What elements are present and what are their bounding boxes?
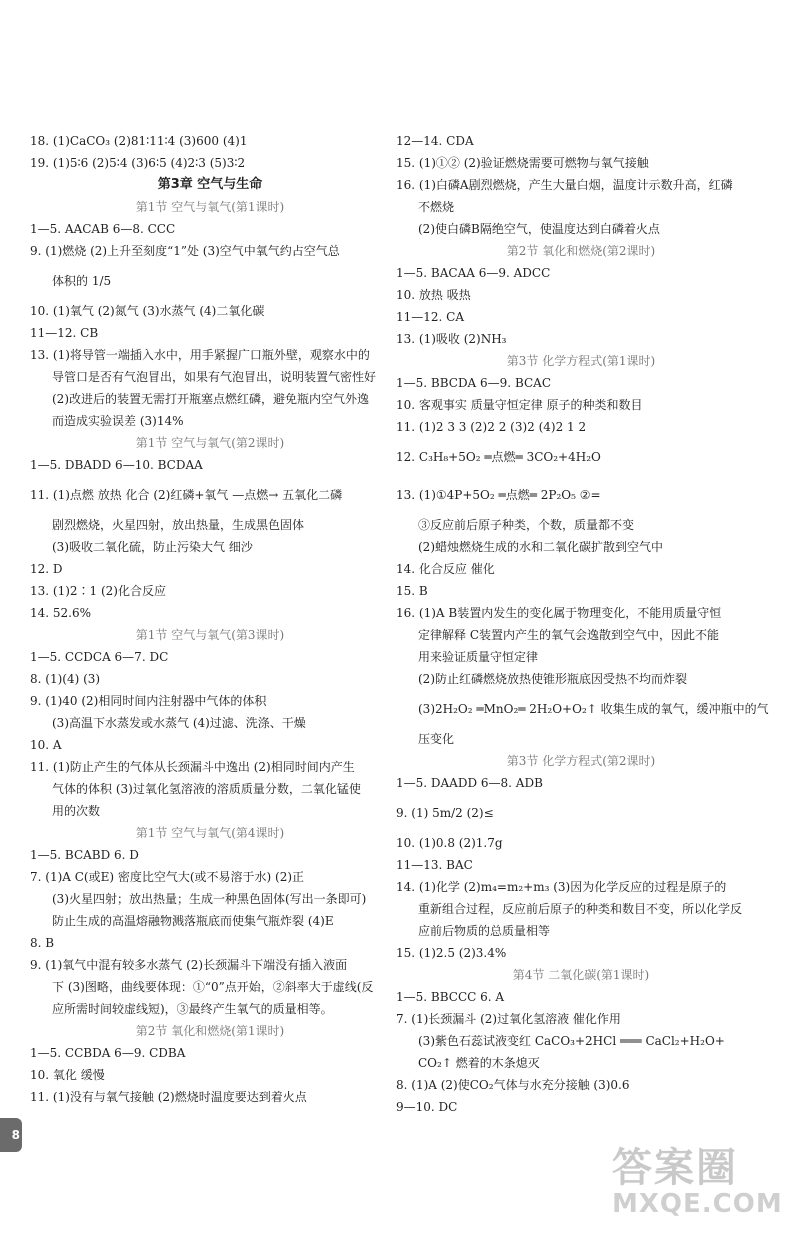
answer-item: 15. B <box>396 584 428 598</box>
answer-continuation: 防止生成的高温熔融物溅落瓶底而使集气瓶炸裂 (4)E <box>52 914 334 928</box>
page-number-tab <box>0 1118 22 1152</box>
section-heading: 第1节 空气与氧气(第2课时) <box>135 436 285 450</box>
watermark-logo <box>612 1136 782 1226</box>
answer-continuation: 应前后物质的总质量相等 <box>418 924 551 938</box>
answer-continuation: 不燃烧 <box>418 200 455 214</box>
answer-item: 11. (1)没有与氧气接触 (2)燃烧时温度要达到着火点 <box>30 1090 307 1104</box>
answer-item: 14. (1)化学 (2)m₄=m₂+m₃ (3)因为化学反应的过程是原子的 <box>396 880 727 894</box>
section-heading: 第1节 空气与氧气(第3课时) <box>135 628 285 642</box>
section-heading: 第3节 化学方程式(第1课时) <box>506 354 656 368</box>
answer-continuation: 导管口是否有气泡冒出，如果有气泡冒出，说明装置气密性好 <box>52 370 377 384</box>
answer-continuation: 压变化 <box>418 732 455 746</box>
answer-item: 1—5. BBCDA 6—9. BCAC <box>396 376 552 390</box>
answer-item: 7. (1)A C(或E) 密度比空气大(或不易溶于水) (2)正 <box>30 870 305 884</box>
answer-item: 1—5. BACAA 6—9. ADCC <box>396 266 551 280</box>
answer-continuation: (3)吸收二氧化硫，防止污染大气 细沙 <box>52 540 253 554</box>
answer-item: 10. A <box>30 738 62 752</box>
answer-item: 16. (1)A B装置内发生的变化属于物理变化，不能用质量守恒 <box>396 606 722 620</box>
answer-item: 16. (1)白磷A剧烈燃烧，产生大量白烟，温度计示数升高，红磷 <box>396 178 733 192</box>
answer-item: 15. (1)2.5 (2)3.4% <box>396 946 507 960</box>
answer-item: 12—14. CDA <box>396 134 474 148</box>
answer-continuation: (2)防止红磷燃烧放热使锥形瓶底因受热不均而炸裂 <box>418 672 687 686</box>
answer-item: 10. 氧化 缓慢 <box>30 1068 105 1082</box>
answer-item: 18. (1)CaCO₃ (2)81∶11∶4 (3)600 (4)1 <box>30 134 248 148</box>
answer-continuation: 下 (3)图略，曲线要体现：①“0”点开始，②斜率大于虚线(反 <box>52 980 374 994</box>
answer-item: 10. 放热 吸热 <box>396 288 471 302</box>
answer-item: 9. (1)40 (2)相同时间内注射器中气体的体积 <box>30 694 267 708</box>
answer-item: 9. (1)氧气中混有较多水蒸气 (2)长颈漏斗下端没有插入液面 <box>30 958 348 972</box>
watermark-url: MXQE.COM <box>612 1189 783 1219</box>
answer-item: 13. (1)2∶1 (2)化合反应 <box>30 584 166 598</box>
section-heading: 第1节 空气与氧气(第4课时) <box>135 826 285 840</box>
answer-item: 7. (1)长颈漏斗 (2)过氧化氢溶液 催化作用 <box>396 1012 621 1026</box>
answer-item: 1—5. DBADD 6—10. BCDAA <box>30 458 203 472</box>
answer-item: 13. (1)吸收 (2)NH₃ <box>396 332 507 346</box>
answer-item: 9. (1)燃烧 (2)上升至刻度“1”处 (3)空气中氧气约占空气总 <box>30 244 340 258</box>
answer-continuation: 用来验证质量守恒定律 <box>418 650 539 664</box>
answer-item: 9—10. DC <box>396 1100 458 1114</box>
watermark-text: 答案圈 <box>612 1145 738 1191</box>
answer-item: 15. (1)①② (2)验证燃烧需要可燃物与氧气接触 <box>396 156 649 170</box>
answer-continuation: 定律解释 C装置内产生的氧气会逸散到空气中，因此不能 <box>418 628 719 642</box>
answer-continuation: 而造成实验误差 (3)14% <box>52 414 184 428</box>
answer-item: 1—5. DAADD 6—8. ADB <box>396 776 543 790</box>
answer-item: 11—12. CA <box>396 310 465 324</box>
answer-continuation: (3)高温下水蒸发或水蒸气 (4)过滤、洗涤、干燥 <box>52 716 306 730</box>
answer-item: 11. (1)2 3 3 (2)2 2 (3)2 (4)2 1 2 <box>396 420 587 434</box>
answer-item: 10. 客观事实 质量守恒定律 原子的种类和数目 <box>396 398 643 412</box>
section-heading: 第2节 氧化和燃烧(第1课时) <box>135 1024 285 1038</box>
chapter-heading: 第3章 空气与生命 <box>157 177 263 192</box>
answer-item: 1—5. CCBDA 6—9. CDBA <box>30 1046 186 1060</box>
answer-continuation: 体积的 1/5 <box>52 274 112 288</box>
answer-item: 10. (1)0.8 (2)1.7g <box>396 836 503 850</box>
answer-continuation: 气体的体积 (3)过氧化氢溶液的溶质质量分数，二氧化锰使 <box>52 782 361 796</box>
answer-continuation: (3)紫色石蕊试液变红 CaCO₃+2HCl ═══ CaCl₂+H₂O+ <box>418 1034 725 1048</box>
answer-item: 11—13. BAC <box>396 858 473 872</box>
answer-item: 10. (1)氧气 (2)氮气 (3)水蒸气 (4)二氧化碳 <box>30 304 265 318</box>
answer-item: 1—5. BBCCC 6. A <box>396 990 505 1004</box>
answer-item: 8. (1)A (2)使CO₂气体与水充分接触 (3)0.6 <box>396 1078 630 1092</box>
section-heading: 第3节 化学方程式(第2课时) <box>506 754 656 768</box>
answer-continuation: (2)改进后的装置无需打开瓶塞点燃红磷，避免瓶内空气外逸 <box>52 392 370 406</box>
section-heading: 第4节 二氧化碳(第1课时) <box>512 968 650 982</box>
answer-item: 12. C₃H₈+5O₂ ═点燃═ 3CO₂+4H₂O <box>396 450 601 464</box>
answer-item: 1—5. AACAB 6—8. CCC <box>30 222 176 236</box>
answer-continuation: ③反应前后原子种类，个数，质量都不变 <box>418 518 635 532</box>
answer-item: 14. 化合反应 催化 <box>396 562 495 576</box>
answer-item: 1—5. CCDCA 6—7. DC <box>30 650 169 664</box>
answer-item: 13. (1)将导管一端插入水中，用手紧握广口瓶外壁，观察水中的 <box>30 348 370 362</box>
answer-item: 14. 52.6% <box>30 606 92 620</box>
section-heading: 第2节 氧化和燃烧(第2课时) <box>506 244 656 258</box>
answer-continuation: 重新组合过程，反应前后原子的种类和数目不变，所以化学反 <box>418 902 743 916</box>
answer-item: 9. (1) 5m/2 (2)≤ <box>396 806 494 820</box>
answer-continuation: (3)火星四射；放出热量；生成一种黑色固体(写出一条即可) <box>52 892 367 906</box>
answer-continuation: 应所需时间较虚线短)，③最终产生氧气的质量相等。 <box>52 1002 333 1016</box>
answer-continuation: 用的次数 <box>52 804 101 818</box>
answer-continuation: (2)蜡烛燃烧生成的水和二氧化碳扩散到空气中 <box>418 540 663 554</box>
answer-continuation: CO₂↑ 燃着的木条熄灭 <box>418 1056 540 1070</box>
answer-continuation: 剧烈燃烧，火星四射，放出热量，生成黑色固体 <box>52 518 305 532</box>
answer-item: 8. B <box>30 936 55 950</box>
answer-continuation: (3)2H₂O₂ ═MnO₂═ 2H₂O+O₂↑ 收集生成的氧气，缓冲瓶中的气 <box>418 702 769 716</box>
answer-item: 11—12. CB <box>30 326 99 340</box>
answer-item: 19. (1)5∶6 (2)5∶4 (3)6∶5 (4)2∶3 (5)3∶2 <box>30 156 246 170</box>
answer-item: 8. (1)(4) (3) <box>30 672 101 686</box>
answer-item: 13. (1)①4P+5O₂ ═点燃═ 2P₂O₅ ②= <box>396 488 601 502</box>
left-answer-column <box>30 130 390 1108</box>
answer-item: 11. (1)防止产生的气体从长颈漏斗中逸出 (2)相同时间内产生 <box>30 760 355 774</box>
answer-item: 11. (1)点燃 放热 化合 (2)红磷+氧气 —点燃→ 五氧化二磷 <box>30 488 343 502</box>
answer-item: 1—5. BCABD 6. D <box>30 848 139 862</box>
page-number: 8 <box>11 1128 20 1142</box>
answer-item: 12. D <box>30 562 63 576</box>
section-heading: 第1节 空气与氧气(第1课时) <box>135 200 285 214</box>
answer-continuation: (2)使白磷B隔绝空气，使温度达到白磷着火点 <box>418 222 660 236</box>
right-answer-column <box>396 130 769 1118</box>
